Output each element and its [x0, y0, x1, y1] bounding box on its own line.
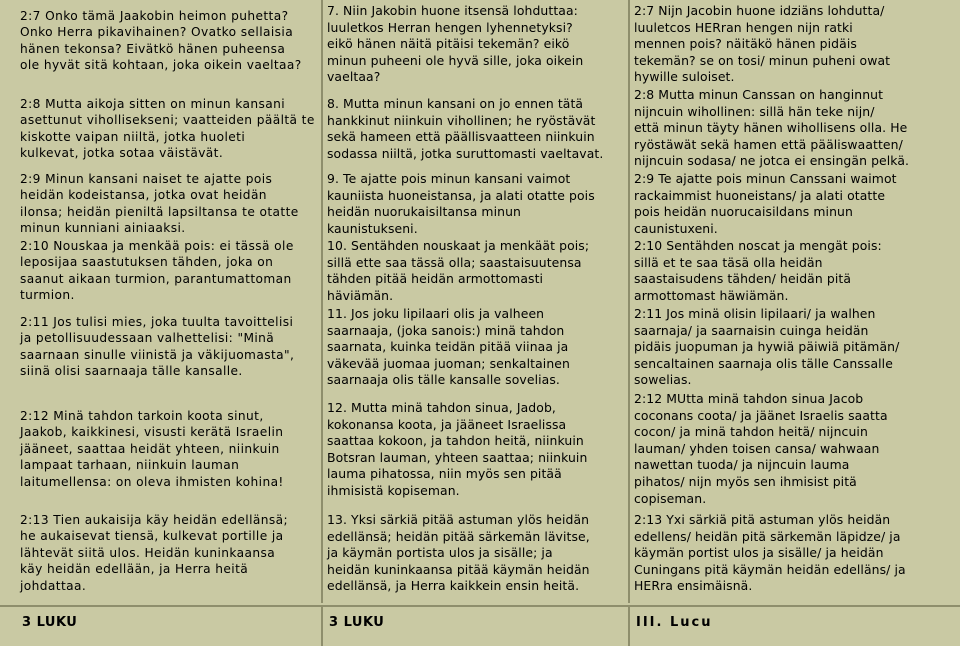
verse-3-7: 2:7 Nijn Jacobin huone idziäns lohdutta/ luuletcos HERran hengen nijn ratki mennen pois? näitäkö hänen pidäis tekemän? se on tosi/ minun puheni owat hywille suloiset. [634, 3, 891, 85]
verse-9: 9. Te ajatte pois minun kansani vaimot kauniista huoneistansa, ja alati otatte pois heidän nuorukaisiltansa minun kaunistukseni. [327, 171, 595, 236]
verse-3-12: 2:12 MUtta minä tahdon sinua Jacob coconans coota/ ja jäänet Israelis saatta cocon/ ja minä tahdon heitä/ nijncuin lauman/ yhden toisen cansa/ wahwaan nawettan tuoda/ ja nijncuin lauma pihatos/ nijn myös sen ihmisist pitä copiseman. [634, 391, 888, 506]
verse-3-10: 2:10 Sentähden noscat ja mengät pois: sillä et te saa täsä olla heidän saastaisudens tähden/ heidän pitä armottomast häwiämän. [634, 238, 882, 303]
chapter-heading-row [0, 605, 960, 646]
chapter-heading-modern: 3 LUKU [0, 607, 323, 646]
verse-2-10: 2:10 Nouskaa ja menkää pois: ei tässä ole leposijaa saastutuksen tähden, joka on saanut aikaan turmion, parantumattoman turmion. [20, 239, 294, 303]
verse-2-11: 2:11 Jos tulisi mies, joka tuulta tavoittelisi ja petollisuudessaan valhettelisi: "Minä saarnaan sinulle viinistä ja väkijuomasta", siinä olisi saarnaaja tälle kansalle. [20, 315, 295, 379]
verse-11: 11. Jos joku lipilaari olis ja valheen saarnaaja, (joka sanois:) minä tahdon saarnata, kuinka teidän pitää viinaa ja väkevää juomaa juoman; senkaltainen saarnaaja olis tälle kansalle sovelias. [327, 306, 570, 388]
verse-3-8: 2:8 Mutta minun Canssan on hanginnut nijncuin wihollinen: sillä hän teke nijn/ että minun täyty hänen wihollisens olla. He ryöstäwät sekä hamen että pääliswaatten/ nijncuin sodasa/ ne jotca ei ensingän pelkä. [634, 87, 910, 169]
chapter-heading-1776: 3 LUKU [323, 607, 630, 646]
column-modern-translation [0, 0, 323, 603]
verse-2-9: 2:9 Minun kansani naiset te ajatte pois heidän kodeistansa, jotka ovat heidän ilonsa; heidän pieniltä lapsiltansa te otatte minun kunniani ainiaaksi. [20, 172, 299, 236]
verse-2-7: 2:7 Onko tämä Jaakobin heimon puhetta? Onko Herra pikavihainen? Ovatko sellaisia hänen tekonsa? Eivätkö hänen puheensa ole hyvät sitä kohtaan, joka oikein vaeltaa? [20, 9, 302, 73]
verse-8: 8. Mutta minun kansani on jo ennen tätä hankkinut niinkuin vihollinen; he ryöstävät sekä hameen että päällisvaatteen niinkuin sodassa niiltä, jotka suruttomasti vaeltavat. [327, 96, 604, 161]
verse-3-11: 2:11 Jos minä olisin lipilaari/ ja walhen saarnaja/ ja saarnaisin cuinga heidän pidäis juopuman ja hywiä päiwiä pitämän/ sencaltainen saarnaja olis tälle Canssalle sowelias. [634, 306, 900, 388]
verse-2-8: 2:8 Mutta aikoja sitten on minun kansani asettunut vihollisekseni; vaatteiden päältä te kiskotte vaipan niiltä, jotka huoleti kulkevat, jotka sotaa väistävät. [20, 97, 315, 161]
chapter-heading-1642: III. Lucu [636, 615, 713, 630]
verse-2-12: 2:12 Minä tahdon tarkoin koota sinut, Jaakob, kaikkinesi, visusti kerätä Israelin jääneet, saattaa heidät yhteen, niinkuin lampaat tarhaan, niinkuin lauman laitumellensa: on oleva ihmisten kohina! [20, 409, 284, 489]
verse-13: 13. Yksi särkiä pitää astuman ylös heidän edellänsä; heidän pitää särkemän lävitse, ja käymän portista ulos ja sisälle; ja heidän kuninkaansa pitää käymän heidän edellänsä, ja Herra kaikkein ensin heitä. [327, 512, 590, 594]
verse-2-13: 2:13 Tien aukaisija käy heidän edellänsä; he aukaisevat tiensä, kulkevat portille ja lähtevät siitä ulos. Heidän kuninkaansa käy heidän edellään, ja Herra heitä johdattaa. [20, 513, 288, 593]
column-1642-translation [630, 0, 960, 603]
verse-3-13: 2:13 Yxi särkiä pitä astuman ylös heidän edellens/ heidän pitä särkemän läpidze/ ja käymän portist ulos ja sisälle/ ja heidän Cuningans pitä käymän heidän edelläns/ ja HERra ensimäisnä. [634, 512, 906, 594]
column-1776-translation [323, 0, 630, 603]
verse-7: 7. Niin Jakobin huone itsensä lohduttaa: luuletkos Herran hengen lyhennetyksi? eikö hänen näitä pitäisi tekemän? eikö minun puheeni ole hyvä sille, joka oikein vaeltaa? [327, 3, 584, 85]
verse-10: 10. Sentähden nouskaat ja menkäät pois; sillä ette saa tässä olla; saastaisuutensa tähden pitää heidän armottomasti häviämän. [327, 238, 590, 303]
verse-3-9: 2:9 Te ajatte pois minun Canssani waimot rackaimmist huoneistans/ ja alati otatte pois heidän nuorucaisildans minun caunistuxeni. [634, 171, 897, 236]
verse-12: 12. Mutta minä tahdon sinua, Jadob, kokonansa koota, ja jääneet Israelissa saattaa kokoon, ja tahdon heitä, niinkuin Botsran lauman, yhteen saattaa; niinkuin lauma pihatossa, niin myös sen pitää ihmisistä kopiseman. [327, 400, 588, 498]
